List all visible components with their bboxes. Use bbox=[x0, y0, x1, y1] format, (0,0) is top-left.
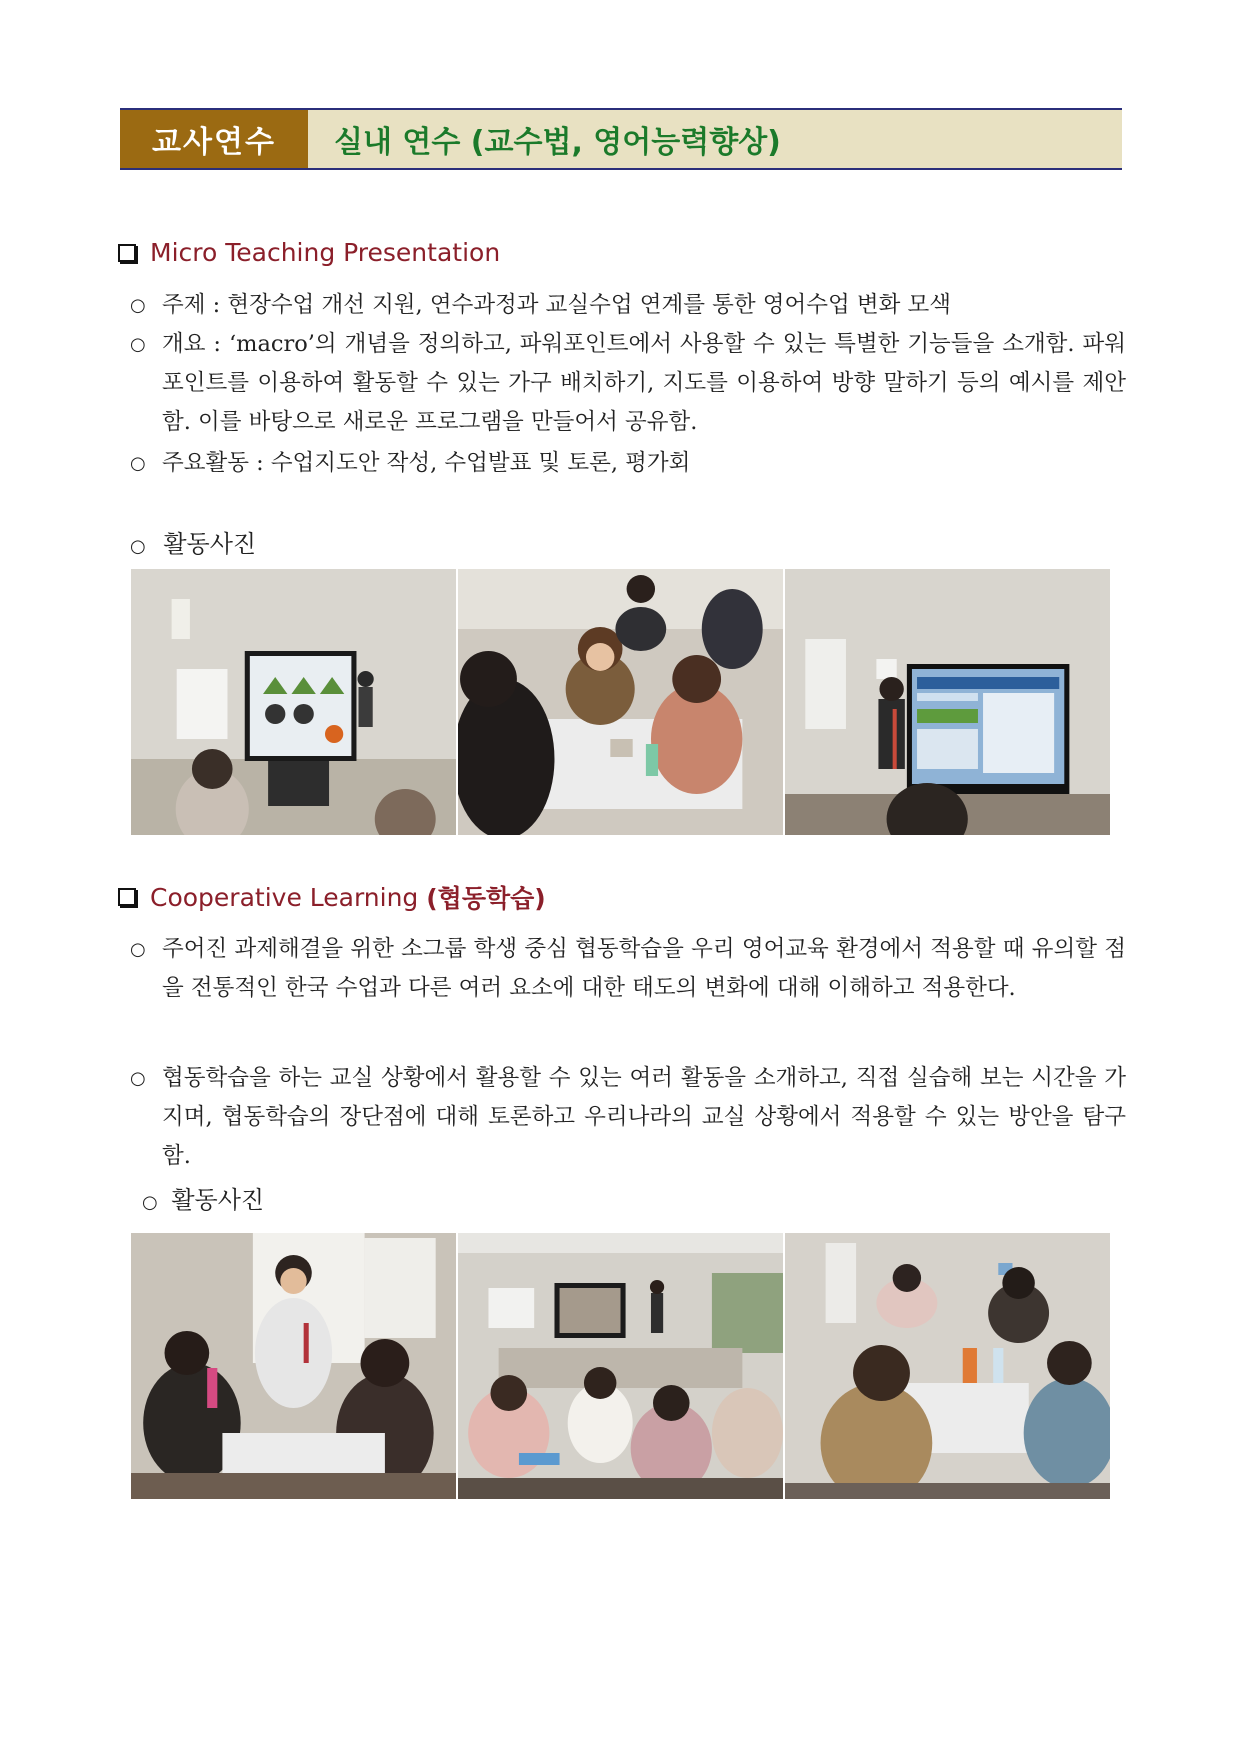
header-tag: 교사연수 bbox=[120, 110, 308, 168]
section-title-text: Micro Teaching Presentation bbox=[150, 238, 501, 267]
bullet-text: 협동학습을 하는 교실 상황에서 활용할 수 있는 여러 활동을 소개하고, 직접 실습해 보는 시간을 가지며, 협동학습의 장단점에 대해 토론하고 우리나라의 교실 상황에서 적용할 수 있는 방안을 탐구함. bbox=[162, 1065, 1126, 1169]
activity-photo bbox=[456, 1233, 783, 1499]
bullet-topic bbox=[130, 286, 1126, 325]
section-title-cooperative-learning bbox=[118, 879, 546, 915]
section-title-text: Cooperative Learning bbox=[150, 882, 427, 912]
bullet-text: 주제 : 현장수업 개선 지원, 연수과정과 교실수업 연계를 통한 영어수업 변화 모색 bbox=[162, 292, 951, 318]
bullet-cooperative-2 bbox=[130, 1059, 1126, 1176]
header-banner bbox=[120, 108, 1122, 170]
activity-photo bbox=[783, 1233, 1110, 1499]
circle-bullet-icon: ○ bbox=[130, 334, 146, 355]
section-title-micro-teaching bbox=[118, 238, 500, 267]
bullet-text: 주어진 과제해결을 위한 소그룹 학생 중심 협동학습을 우리 영어교육 환경에서 적용할 때 유의할 점을 전통적인 한국 수업과 다른 여러 요소에 대한 태도의 변화에 대해 이해하고 적용한다. bbox=[162, 936, 1126, 1001]
activity-photo bbox=[131, 569, 456, 835]
photo-label-text: 활동사진 bbox=[171, 1186, 265, 1214]
circle-bullet-icon: ○ bbox=[130, 536, 146, 557]
photo-label bbox=[130, 524, 256, 559]
circle-bullet-icon: ○ bbox=[130, 453, 146, 474]
photo-label bbox=[142, 1180, 264, 1215]
activity-photo bbox=[131, 1233, 456, 1499]
circle-bullet-icon: ○ bbox=[130, 1068, 146, 1089]
bullet-text: 개요 : ‘macro’의 개념을 정의하고, 파워포인트에서 사용할 수 있는 특별한 기능들을 소개함. 파워포인트를 이용하여 활동할 수 있는 가구 배치하기, 지도를 이용하여 방향 말하기 등의 예시를 제안함. 이를 바탕으로 새로운 프로그램을 만들어서 공유함. bbox=[162, 331, 1126, 435]
activity-photo bbox=[456, 569, 783, 835]
photo-label-text: 활동사진 bbox=[163, 530, 257, 558]
section-title-korean: (협동학습) bbox=[426, 884, 546, 913]
circle-bullet-icon: ○ bbox=[130, 939, 146, 960]
header-title: 실내 연수 (교수법, 영어능력향상) bbox=[334, 125, 781, 160]
bullet-main-activities bbox=[130, 444, 1126, 483]
bullet-text: 주요활동 : 수업지도안 작성, 수업발표 및 토론, 평가회 bbox=[162, 450, 691, 476]
checkbox-icon bbox=[118, 888, 136, 906]
photo-strip-2 bbox=[131, 1233, 1110, 1499]
circle-bullet-icon: ○ bbox=[130, 295, 146, 316]
checkbox-icon bbox=[118, 244, 136, 262]
activity-photo bbox=[783, 569, 1110, 835]
bullet-overview bbox=[130, 325, 1126, 442]
bullet-cooperative-1 bbox=[130, 930, 1126, 1008]
circle-bullet-icon: ○ bbox=[142, 1192, 158, 1213]
photo-strip-1 bbox=[131, 569, 1110, 835]
